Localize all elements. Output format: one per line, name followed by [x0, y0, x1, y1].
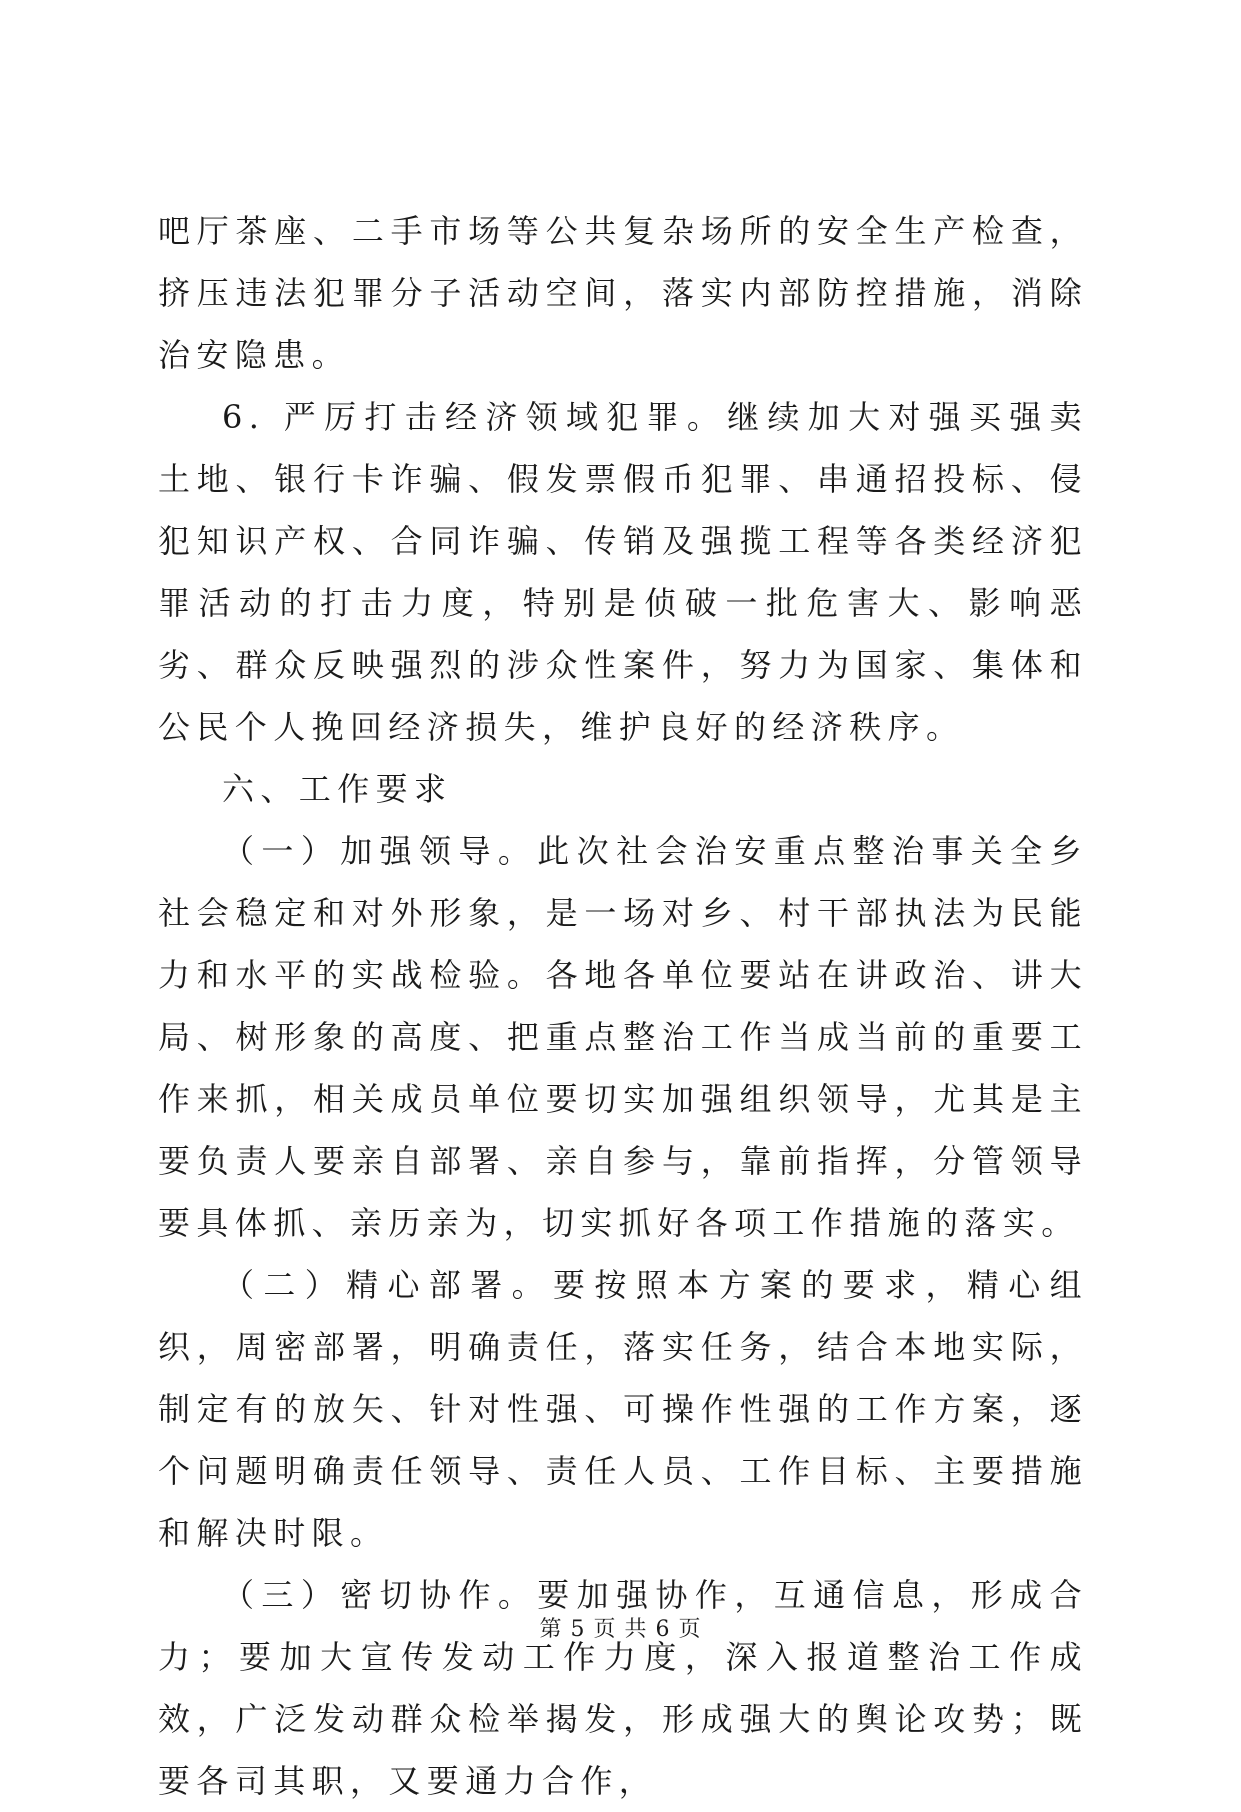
paragraph-continued: 吧厅茶座、二手市场等公共复杂场所的安全生产检查，挤压违法犯罪分子活动空间，落实内部防控措施，消除治安隐患。	[158, 212, 1088, 374]
paragraph-strengthen-leadership: （一）加强领导。此次社会治安重点整治事关全乡社会稳定和对外形象，是一场对乡、村干部执法为民能力和水平的实战检验。各地各单位要站在讲政治、讲大局、树形象的高度、把重点整治工作当成当前的重要工作来抓，相关成员单位要切实加强组织领导，尤其是主要负责人要亲自部署、亲自参与，靠前指挥，分管领导要具体抓、亲历亲为，切实抓好各项工作措施的落实。	[158, 832, 1088, 1242]
section-heading-work-requirements: 六、工作要求	[222, 770, 453, 808]
document-body	[158, 200, 1088, 1812]
paragraph-economic-crime: 6. 严厉打击经济领域犯罪。继续加大对强买强卖土地、银行卡诈骗、假发票假币犯罪、串通招投标、侵犯知识产权、合同诈骗、传销及强揽工程等各类经济犯罪活动的打击力度，特别是侦破一批危害大、影响恶劣、群众反映强烈的涉众性案件，努力为国家、集体和公民个人挽回经济损失，维护良好的经济秩序。	[158, 398, 1088, 746]
paragraph-close-cooperation: （三）密切协作。要加强协作，互通信息，形成合力；要加大宣传发动工作力度，深入报道整治工作成效，广泛发动群众检举揭发，形成强大的舆论攻势；既要各司其职，又要通力合作，	[158, 1576, 1088, 1800]
paragraph-careful-deployment: （二）精心部署。要按照本方案的要求，精心组织，周密部署，明确责任，落实任务，结合本地实际，制定有的放矢、针对性强、可操作性强的工作方案，逐个问题明确责任领导、责任人员、工作目标、主要措施和解决时限。	[158, 1266, 1088, 1552]
page-footer: 第 5 页 共 6 页	[539, 1617, 702, 1642]
